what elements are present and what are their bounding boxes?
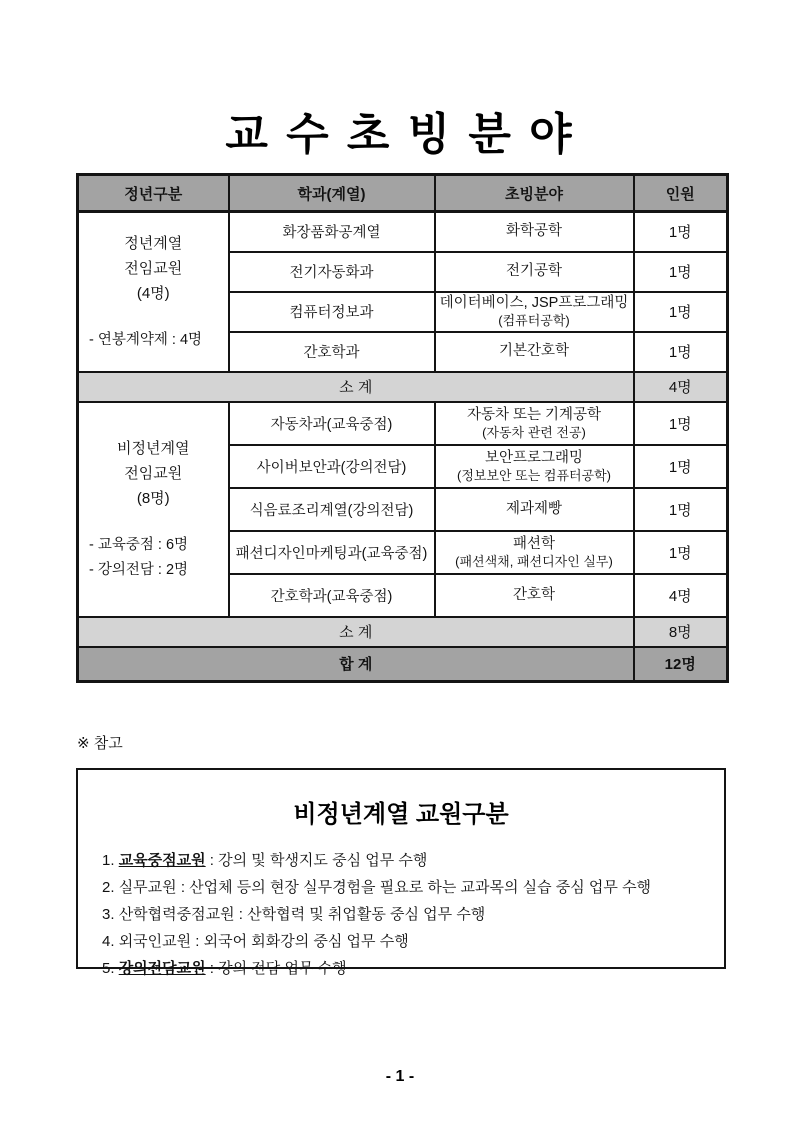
col-header-category: 정년구분 — [78, 175, 229, 212]
note-item-desc: : 외국어 회화강의 중심 업무 수행 — [191, 933, 409, 950]
note-item-term: 강의전담교원 — [118, 960, 206, 977]
count-cell: 4명 — [634, 574, 728, 617]
field-cell — [435, 332, 634, 372]
note-item — [102, 874, 714, 901]
field-main: 간호학 — [512, 586, 556, 603]
count-cell: 1명 — [634, 402, 728, 445]
total-count: 12명 — [634, 647, 728, 682]
field-main: 전기공학 — [505, 263, 563, 279]
category-lines — [81, 231, 226, 306]
table-header-row — [78, 175, 728, 212]
subtotal-label: 소 계 — [78, 617, 634, 647]
col-header-count: 인원 — [634, 175, 728, 212]
note-item-number: 5. — [102, 960, 115, 977]
note-item-desc: : 산업체 등의 현장 실무경험을 필요로 하는 교과목의 실습 중심 업무 수행 — [176, 879, 652, 896]
recruitment-table — [76, 173, 729, 683]
field-cell — [435, 574, 634, 617]
note-box — [76, 768, 726, 977]
note-item — [102, 928, 714, 955]
note-item-number: 1. — [102, 852, 115, 869]
category-notes — [81, 328, 226, 353]
count-cell: 1명 — [634, 292, 728, 332]
field-main: 데이터베이스, JSP프로그래밍 — [439, 295, 629, 311]
count-cell: 1명 — [634, 531, 728, 574]
note-box-title: 비정년계열 교원구분 — [293, 801, 509, 828]
subtotal-count: 4명 — [634, 372, 728, 402]
note-item-desc: : 강의 전담 업무 수행 — [205, 960, 347, 977]
dept-cell: 패션디자인마케팅과(교육중점) — [229, 531, 435, 574]
category-line: (8명) — [136, 489, 170, 507]
dept-cell: 간호학과 — [229, 332, 435, 372]
dept-cell: 화장품화공계열 — [229, 212, 435, 252]
note-items — [78, 847, 724, 982]
dept-cell: 식음료조리계열(강의전담) — [229, 488, 435, 531]
note-item — [102, 901, 714, 928]
note-item-desc: : 산학협력 및 취업활동 중심 업무 수행 — [234, 906, 486, 923]
field-sub: (패션색채, 패션디자인 실무) — [455, 553, 613, 569]
field-cell — [435, 292, 634, 332]
field-main: 제과제빵 — [505, 500, 563, 517]
category-note: - 교육중점 : 6명 — [89, 536, 189, 553]
dept-cell: 컴퓨터정보과 — [229, 292, 435, 332]
field-sub: (자동차 관련 전공) — [482, 424, 586, 440]
note-item-desc: : 강의 및 학생지도 중심 업무 수행 — [205, 852, 428, 869]
category-line: 전임교원 — [124, 259, 183, 277]
note-item-number: 3. — [102, 906, 115, 923]
col-header-department: 학과(계열) — [229, 175, 435, 212]
dept-cell: 전기자동화과 — [229, 252, 435, 292]
field-cell — [435, 445, 634, 488]
category-lines — [81, 436, 226, 511]
field-cell — [435, 212, 634, 252]
subtotal-label: 소 계 — [78, 372, 634, 402]
field-main: 패션학 — [512, 535, 556, 552]
note-item-term: 실무교원 — [118, 879, 177, 896]
total-label: 합 계 — [78, 647, 634, 682]
field-sub: (컴퓨터공학) — [498, 313, 570, 328]
note-item-term: 외국인교원 — [118, 933, 192, 950]
count-cell: 1명 — [634, 212, 728, 252]
field-cell — [435, 402, 634, 445]
note-item-term: 산학협력중점교원 — [118, 906, 235, 923]
note-item — [102, 847, 714, 874]
note-item-number: 4. — [102, 933, 115, 950]
count-cell: 1명 — [634, 445, 728, 488]
field-cell — [435, 488, 634, 531]
note-item-term: 교육중점교원 — [118, 852, 206, 869]
category-notes — [81, 533, 226, 583]
page-number: - 1 - — [385, 1068, 415, 1085]
field-main: 화학공학 — [505, 223, 563, 240]
subtotal-count: 8명 — [634, 617, 728, 647]
table-row — [78, 212, 728, 252]
category-note: - 강의전담 : 2명 — [89, 561, 189, 578]
field-cell — [435, 252, 634, 292]
page-title: 교 수 초 빙 분 야 — [225, 110, 575, 159]
count-cell: 1명 — [634, 332, 728, 372]
field-main: 보안프로그래밍 — [484, 449, 584, 466]
dept-cell: 자동차과(교육중점) — [229, 402, 435, 445]
dept-cell: 사이버보안과(강의전담) — [229, 445, 435, 488]
field-cell — [435, 531, 634, 574]
subtotal-row — [78, 372, 728, 402]
category-cell-tenure — [78, 212, 229, 372]
category-line: (4명) — [136, 284, 170, 302]
col-header-field: 초빙분야 — [435, 175, 634, 212]
subtotal-row — [78, 617, 728, 647]
category-line: 비정년계열 — [117, 439, 190, 457]
total-row — [78, 647, 728, 682]
category-note: - 연봉계약제 : 4명 — [89, 331, 203, 348]
field-main: 자동차 또는 기계공학 — [466, 406, 602, 423]
note-item-number: 2. — [102, 879, 115, 896]
field-main: 기본간호학 — [498, 343, 570, 359]
category-line: 전임교원 — [124, 464, 183, 482]
note-item — [102, 955, 714, 982]
count-cell: 1명 — [634, 252, 728, 292]
field-sub: (정보보안 또는 컴퓨터공학) — [456, 467, 612, 483]
category-line: 정년계열 — [124, 234, 183, 252]
dept-cell: 간호학과(교육중점) — [229, 574, 435, 617]
table-row — [78, 402, 728, 445]
note-marker: ※ 참고 — [77, 735, 123, 752]
category-cell-nontenure — [78, 402, 229, 617]
count-cell: 1명 — [634, 488, 728, 531]
